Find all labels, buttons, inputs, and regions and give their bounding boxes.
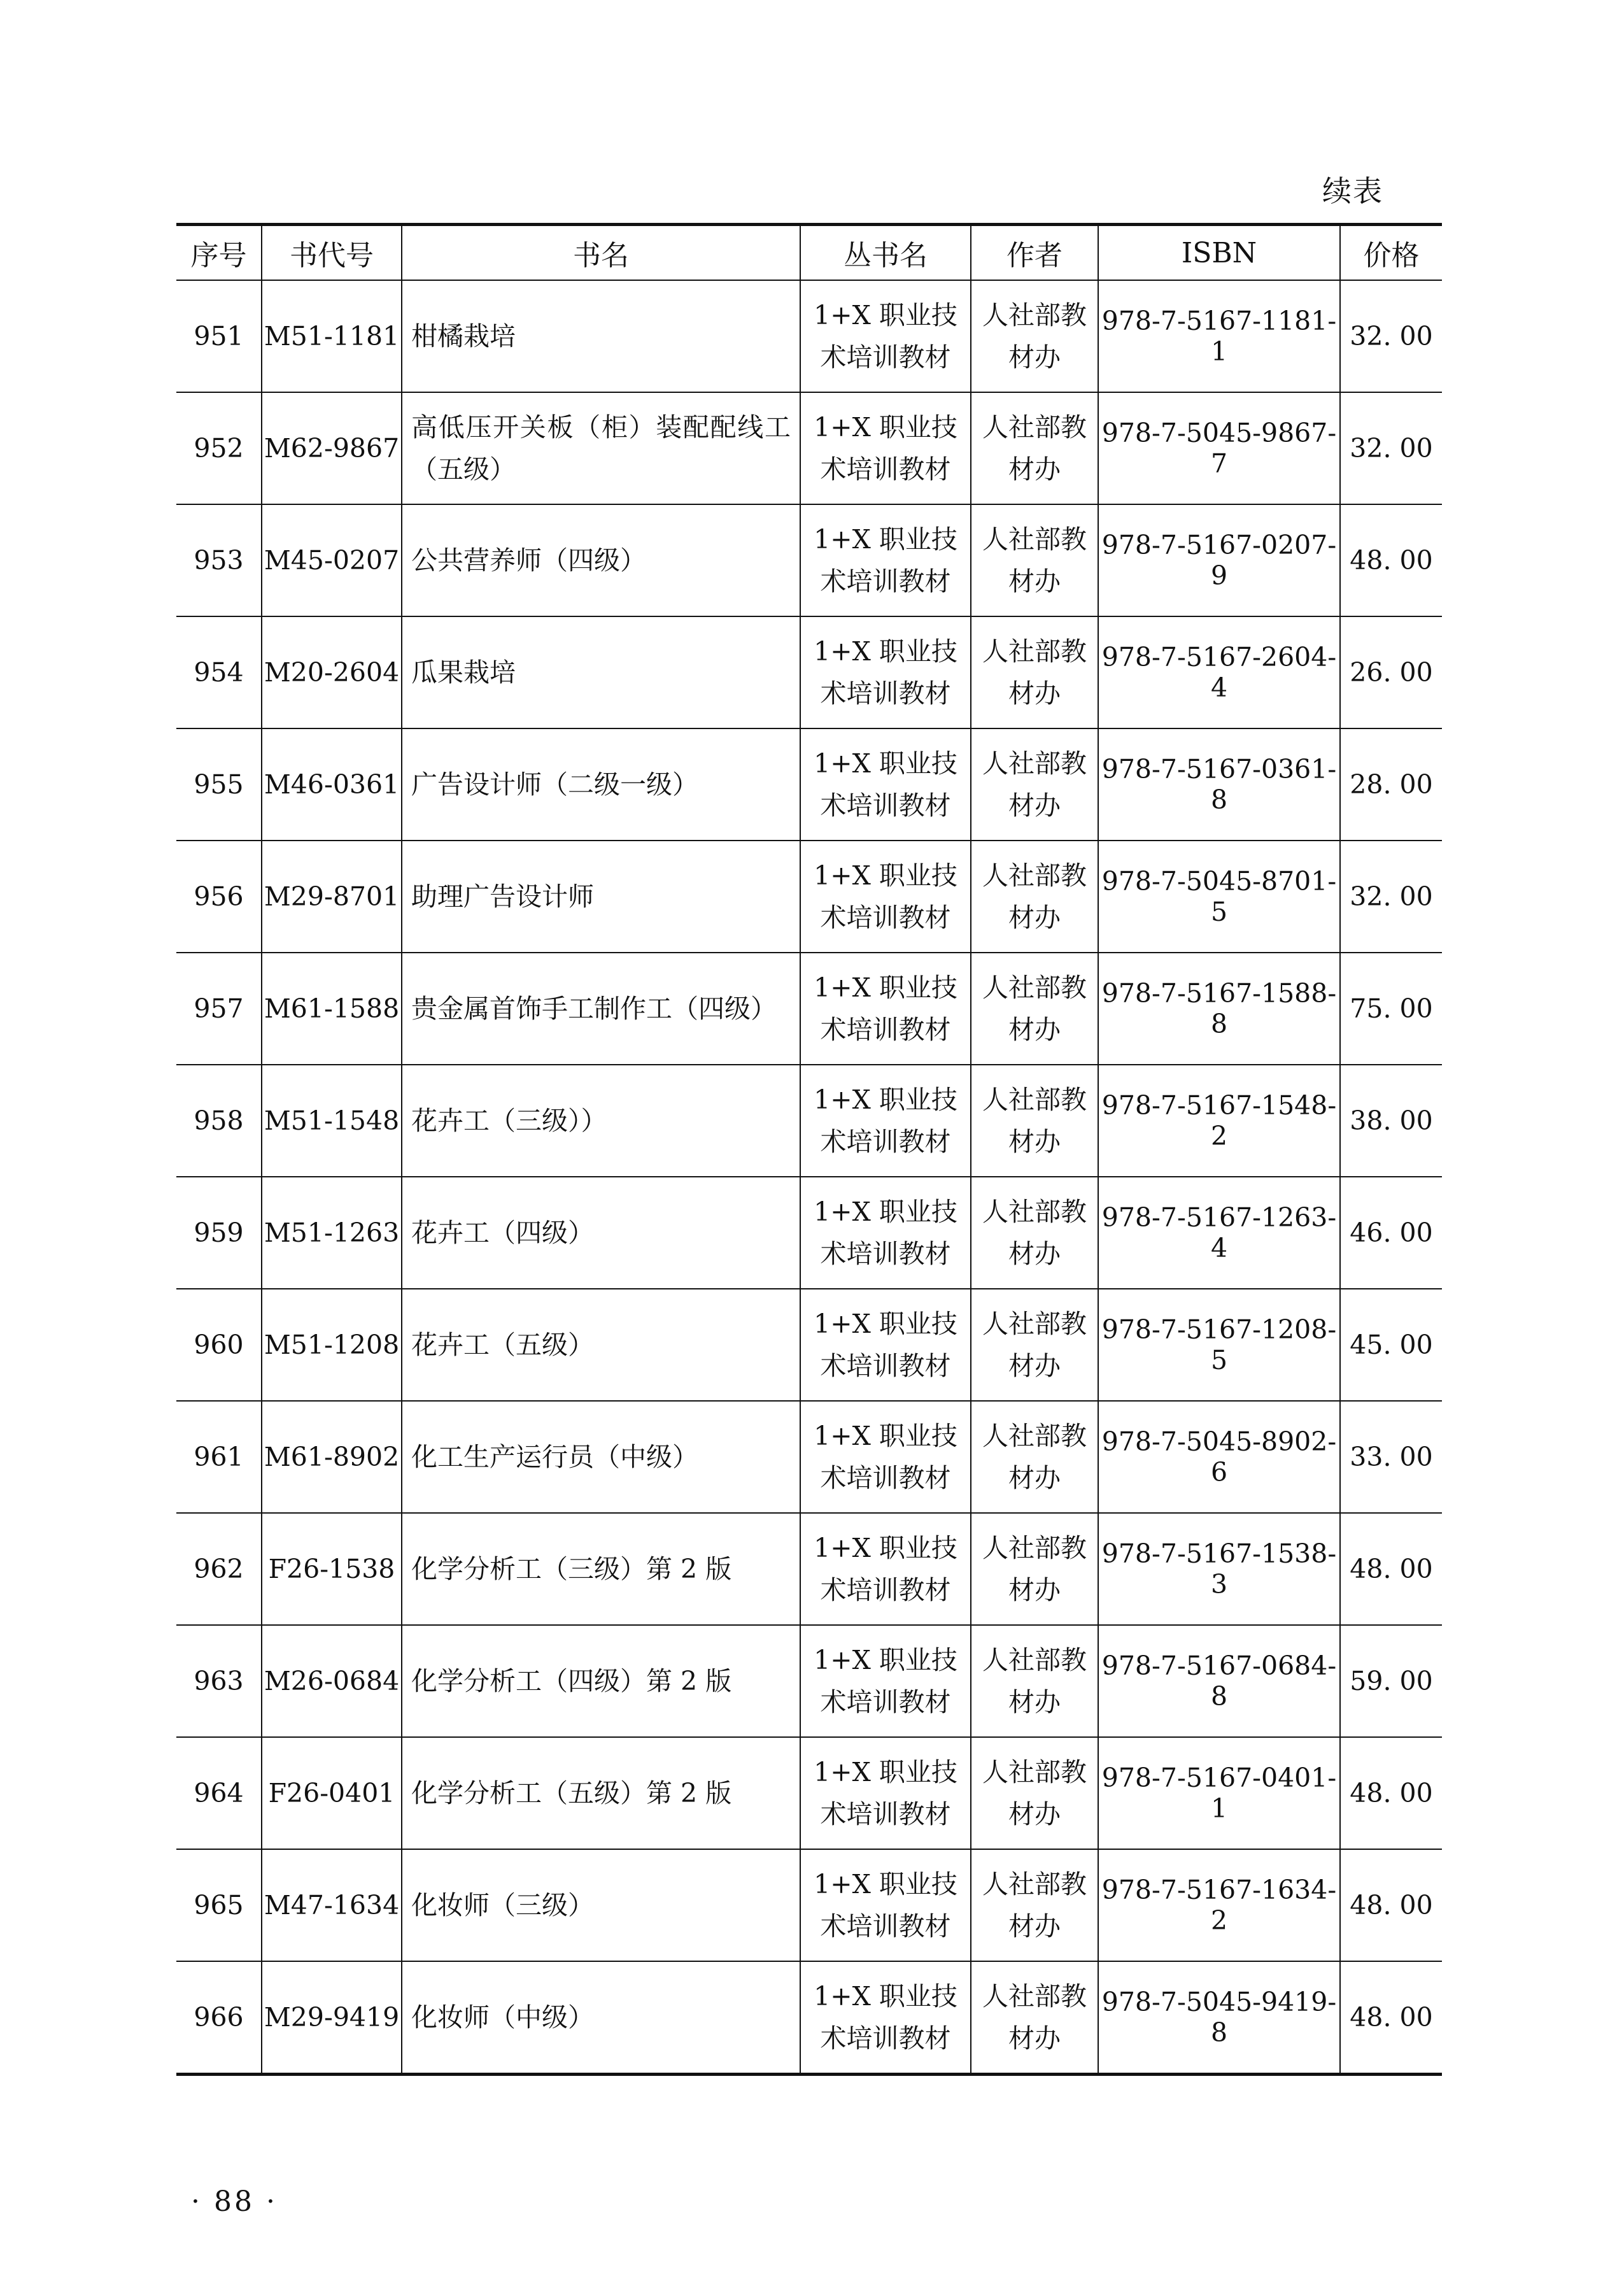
cell-author: 人社部教材办 (971, 1849, 1098, 1961)
cell-isbn: 978-7-5167-0401-1 (1098, 1737, 1340, 1849)
cell-series: 1+X 职业技术培训教材 (800, 953, 971, 1065)
cell-seq: 966 (176, 1961, 262, 2075)
cell-series: 1+X 职业技术培训教材 (800, 1961, 971, 2075)
cell-code: M51-1263 (262, 1177, 402, 1289)
cell-code: M62-9867 (262, 392, 402, 504)
cell-code: M29-8701 (262, 841, 402, 953)
cell-title: 广告设计师（二级一级） (402, 728, 800, 841)
table-row (176, 1513, 1442, 1625)
cell-isbn: 978-7-5167-1263-4 (1098, 1177, 1340, 1289)
header-price: 价格 (1340, 225, 1442, 281)
cell-isbn: 978-7-5045-8701-5 (1098, 841, 1340, 953)
cell-seq: 953 (176, 504, 262, 616)
cell-code: M47-1634 (262, 1849, 402, 1961)
cell-seq: 960 (176, 1289, 262, 1401)
cell-series: 1+X 职业技术培训教材 (800, 1177, 971, 1289)
cell-code: F26-0401 (262, 1737, 402, 1849)
cell-price: 45. 00 (1340, 1289, 1442, 1401)
cell-series: 1+X 职业技术培训教材 (800, 280, 971, 392)
table-row (176, 392, 1442, 504)
table-row (176, 1065, 1442, 1177)
cell-isbn: 978-7-5167-0361-8 (1098, 728, 1340, 841)
cell-author: 人社部教材办 (971, 280, 1098, 392)
cell-isbn: 978-7-5167-1548-2 (1098, 1065, 1340, 1177)
cell-price: 48. 00 (1340, 1513, 1442, 1625)
cell-seq: 963 (176, 1625, 262, 1737)
cell-price: 48. 00 (1340, 1737, 1442, 1849)
cell-isbn: 978-7-5045-8902-6 (1098, 1401, 1340, 1513)
cell-title: 助理广告设计师 (402, 841, 800, 953)
cell-isbn: 978-7-5167-0207-9 (1098, 504, 1340, 616)
cell-series: 1+X 职业技术培训教材 (800, 841, 971, 953)
cell-series: 1+X 职业技术培训教材 (800, 728, 971, 841)
cell-series: 1+X 职业技术培训教材 (800, 1401, 971, 1513)
header-seq: 序号 (176, 225, 262, 281)
cell-price: 48. 00 (1340, 1961, 1442, 2075)
cell-author: 人社部教材办 (971, 504, 1098, 616)
cell-series: 1+X 职业技术培训教材 (800, 1289, 971, 1401)
cell-author: 人社部教材办 (971, 1625, 1098, 1737)
cell-seq: 952 (176, 392, 262, 504)
cell-title: 化学分析工（四级）第 2 版 (402, 1625, 800, 1737)
cell-author: 人社部教材办 (971, 1177, 1098, 1289)
cell-code: M51-1548 (262, 1065, 402, 1177)
table-body (176, 280, 1442, 2075)
cell-author: 人社部教材办 (971, 616, 1098, 728)
table-row (176, 1401, 1442, 1513)
cell-series: 1+X 职业技术培训教材 (800, 1065, 971, 1177)
cell-isbn: 978-7-5167-1538-3 (1098, 1513, 1340, 1625)
table-row (176, 953, 1442, 1065)
cell-seq: 951 (176, 280, 262, 392)
cell-title: 花卉工（三级）） (402, 1065, 800, 1177)
cell-series: 1+X 职业技术培训教材 (800, 1513, 971, 1625)
cell-price: 46. 00 (1340, 1177, 1442, 1289)
continued-label: 续表 (1322, 174, 1383, 208)
header-code: 书代号 (262, 225, 402, 281)
cell-code: M51-1208 (262, 1289, 402, 1401)
table-row (176, 616, 1442, 728)
table-row (176, 280, 1442, 392)
header-isbn: ISBN (1098, 225, 1340, 281)
cell-code: M51-1181 (262, 280, 402, 392)
cell-isbn: 978-7-5167-2604-4 (1098, 616, 1340, 728)
cell-title: 高低压开关板（柜）装配配线工（五级） (402, 392, 800, 504)
cell-code: M61-1588 (262, 953, 402, 1065)
cell-seq: 956 (176, 841, 262, 953)
cell-price: 75. 00 (1340, 953, 1442, 1065)
table-row (176, 504, 1442, 616)
cell-seq: 955 (176, 728, 262, 841)
cell-seq: 959 (176, 1177, 262, 1289)
cell-price: 32. 00 (1340, 392, 1442, 504)
table-row (176, 841, 1442, 953)
cell-title: 花卉工（五级） (402, 1289, 800, 1401)
cell-isbn: 978-7-5167-1588-8 (1098, 953, 1340, 1065)
table-header (176, 225, 1442, 281)
cell-seq: 962 (176, 1513, 262, 1625)
cell-price: 28. 00 (1340, 728, 1442, 841)
table-row (176, 1289, 1442, 1401)
page-number: · 88 · (191, 2185, 278, 2218)
header-series: 丛书名 (800, 225, 971, 281)
cell-title: 化妆师（三级） (402, 1849, 800, 1961)
cell-title: 贵金属首饰手工制作工（四级） (402, 953, 800, 1065)
cell-title: 公共营养师（四级） (402, 504, 800, 616)
cell-code: M29-9419 (262, 1961, 402, 2075)
cell-price: 33. 00 (1340, 1401, 1442, 1513)
cell-code: M26-0684 (262, 1625, 402, 1737)
cell-series: 1+X 职业技术培训教材 (800, 504, 971, 616)
cell-code: F26-1538 (262, 1513, 402, 1625)
cell-author: 人社部教材办 (971, 1065, 1098, 1177)
cell-title: 花卉工（四级） (402, 1177, 800, 1289)
cell-isbn: 978-7-5167-1181-1 (1098, 280, 1340, 392)
cell-price: 38. 00 (1340, 1065, 1442, 1177)
cell-seq: 957 (176, 953, 262, 1065)
cell-seq: 958 (176, 1065, 262, 1177)
table-row (176, 1737, 1442, 1849)
table-row (176, 1625, 1442, 1737)
table-row (176, 1849, 1442, 1961)
header-author: 作者 (971, 225, 1098, 281)
cell-series: 1+X 职业技术培训教材 (800, 616, 971, 728)
cell-isbn: 978-7-5045-9419-8 (1098, 1961, 1340, 2075)
cell-series: 1+X 职业技术培训教材 (800, 392, 971, 504)
cell-price: 48. 00 (1340, 1849, 1442, 1961)
cell-price: 32. 00 (1340, 280, 1442, 392)
cell-title: 化妆师（中级） (402, 1961, 800, 2075)
cell-title: 瓜果栽培 (402, 616, 800, 728)
table-row (176, 728, 1442, 841)
cell-series: 1+X 职业技术培训教材 (800, 1737, 971, 1849)
header-row (176, 225, 1442, 281)
cell-author: 人社部教材办 (971, 1289, 1098, 1401)
cell-author: 人社部教材办 (971, 392, 1098, 504)
cell-author: 人社部教材办 (971, 1513, 1098, 1625)
cell-author: 人社部教材办 (971, 728, 1098, 841)
cell-seq: 965 (176, 1849, 262, 1961)
cell-isbn: 978-7-5045-9867-7 (1098, 392, 1340, 504)
header-title: 书名 (402, 225, 800, 281)
cell-code: M20-2604 (262, 616, 402, 728)
cell-title: 化工生产运行员（中级） (402, 1401, 800, 1513)
cell-isbn: 978-7-5167-0684-8 (1098, 1625, 1340, 1737)
cell-author: 人社部教材办 (971, 841, 1098, 953)
cell-title: 化学分析工（三级）第 2 版 (402, 1513, 800, 1625)
cell-title: 柑橘栽培 (402, 280, 800, 392)
cell-author: 人社部教材办 (971, 1961, 1098, 2075)
cell-price: 26. 00 (1340, 616, 1442, 728)
cell-title: 化学分析工（五级）第 2 版 (402, 1737, 800, 1849)
cell-price: 48. 00 (1340, 504, 1442, 616)
cell-seq: 954 (176, 616, 262, 728)
cell-author: 人社部教材办 (971, 1401, 1098, 1513)
cell-code: M45-0207 (262, 504, 402, 616)
cell-author: 人社部教材办 (971, 953, 1098, 1065)
cell-price: 32. 00 (1340, 841, 1442, 953)
cell-isbn: 978-7-5167-1634-2 (1098, 1849, 1340, 1961)
cell-code: M46-0361 (262, 728, 402, 841)
cell-isbn: 978-7-5167-1208-5 (1098, 1289, 1340, 1401)
cell-series: 1+X 职业技术培训教材 (800, 1625, 971, 1737)
book-catalog-table (176, 223, 1442, 2076)
cell-seq: 961 (176, 1401, 262, 1513)
cell-price: 59. 00 (1340, 1625, 1442, 1737)
cell-author: 人社部教材办 (971, 1737, 1098, 1849)
cell-code: M61-8902 (262, 1401, 402, 1513)
table-row (176, 1177, 1442, 1289)
table-row (176, 1961, 1442, 2075)
cell-seq: 964 (176, 1737, 262, 1849)
cell-series: 1+X 职业技术培训教材 (800, 1849, 971, 1961)
